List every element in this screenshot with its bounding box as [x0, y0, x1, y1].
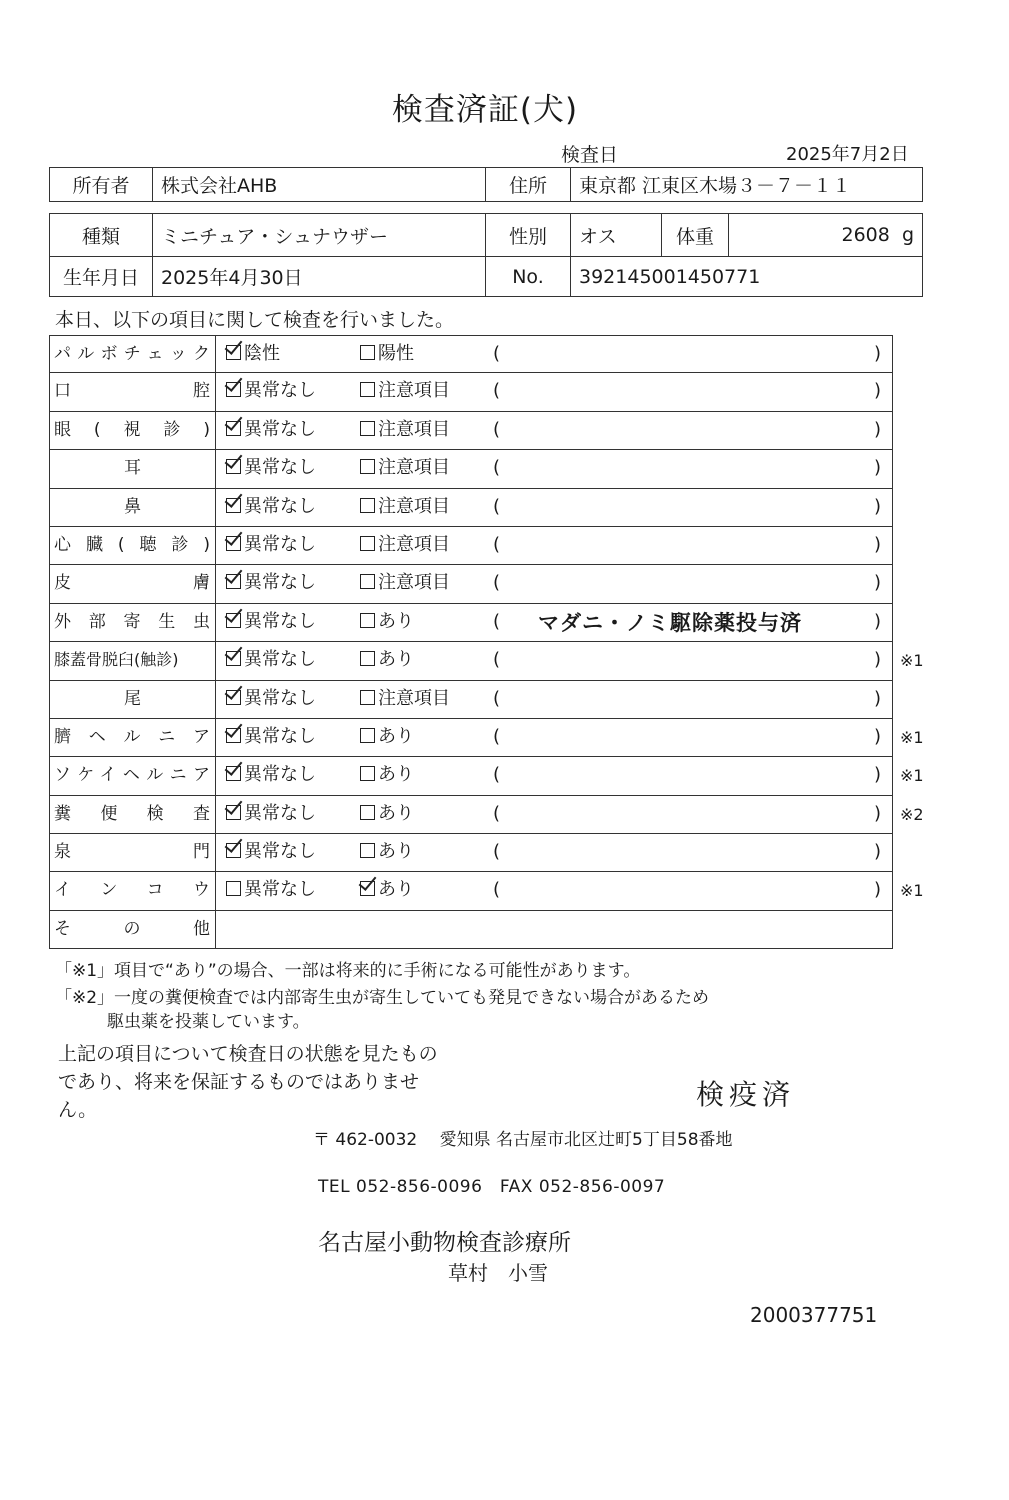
checkbox[interactable]: [360, 459, 375, 474]
check-label: 膝蓋骨脱臼(触診): [50, 642, 216, 679]
check-row: パルボチェック 陰性 陽性 ( ): [49, 335, 893, 373]
check-row: 臍ヘルニア 異常なし あり ( ) ※1: [49, 719, 893, 757]
checkbox[interactable]: [360, 536, 375, 551]
checkbox[interactable]: [226, 843, 241, 858]
check-row: 口腔 異常なし 注意項目 ( ): [49, 373, 893, 411]
no-label: No.: [486, 257, 571, 297]
checkbox[interactable]: [226, 690, 241, 705]
other-label: その他: [50, 911, 216, 948]
checkbox[interactable]: [226, 728, 241, 743]
intro-text: 本日、以下の項目に関して検査を行いました。: [55, 309, 455, 331]
disclaimer-text: 上記の項目について検査日の状態を見たものであり、将来を保証するものではありません。: [58, 1043, 438, 1121]
inspection-date-label: 検査日: [561, 144, 619, 166]
dob-label: 生年月日: [50, 257, 153, 297]
checkbox[interactable]: [226, 613, 241, 628]
check-row: インコウ 異常なし あり ( ) ※1: [49, 872, 893, 910]
inspection-date-value: 2025年7月2日: [786, 144, 909, 165]
checkbox[interactable]: [360, 728, 375, 743]
check-label: 尾: [50, 681, 216, 718]
owner-label: 所有者: [50, 168, 153, 202]
check-row: 鼻 異常なし 注意項目 ( ): [49, 489, 893, 527]
check-label: 臍ヘルニア: [50, 719, 216, 756]
footnote-2: 「※2」一度の糞便検査では内部寄生虫が寄生していても発見できない場合があるため: [55, 988, 710, 1008]
checkbox[interactable]: [360, 651, 375, 666]
check-label: 耳: [50, 450, 216, 487]
check-label: 口腔: [50, 373, 216, 410]
checkbox[interactable]: [360, 613, 375, 628]
address-value: 東京都 江東区木場３－７－１１: [571, 168, 923, 202]
footnote-mark: ※1: [900, 881, 924, 901]
checkbox[interactable]: [360, 805, 375, 820]
checkbox[interactable]: [226, 382, 241, 397]
footnote-mark: ※2: [900, 804, 924, 824]
checklist: [49, 335, 924, 949]
footnote-mark: ※1: [900, 766, 924, 786]
footnote-mark: ※1: [900, 727, 924, 747]
check-label: ソケイヘルニア: [50, 757, 216, 794]
address-label: 住所: [486, 168, 571, 202]
checkbox[interactable]: [226, 459, 241, 474]
check-row: 眼(視診) 異常なし 注意項目 ( ): [49, 412, 893, 450]
check-note: マダニ・ノミ駆除薬投与済: [538, 610, 802, 635]
checkbox[interactable]: [360, 382, 375, 397]
check-row: 膝蓋骨脱臼(触診) 異常なし あり ( ) ※1: [49, 642, 893, 680]
no-value: 392145001450771: [571, 257, 923, 297]
weight-label: 体重: [662, 214, 729, 257]
checkbox[interactable]: [360, 881, 375, 896]
checkbox[interactable]: [226, 881, 241, 896]
clinic-address: 〒 462-0032 愛知県 名古屋市北区辻町5丁目58番地: [313, 1130, 733, 1150]
breed-value: ミニチュア・シュナウザー: [153, 214, 486, 257]
check-label: パルボチェック: [50, 336, 216, 372]
check-label: 糞便検査: [50, 796, 216, 833]
footnote-1: 「※1」項目で“あり”の場合、一部は将来的に手術になる可能性があります。: [55, 961, 641, 981]
check-label: 心臓(聴診): [50, 527, 216, 564]
checkbox[interactable]: [360, 843, 375, 858]
check-label: 外部寄生虫: [50, 604, 216, 641]
checkbox[interactable]: [360, 498, 375, 513]
checkbox[interactable]: [226, 421, 241, 436]
weight-cell: [729, 214, 923, 257]
checkbox[interactable]: [226, 766, 241, 781]
footnote-2-cont: 駆虫薬を投薬しています。: [107, 1012, 310, 1032]
animal-table: [49, 213, 923, 297]
footnote-mark: ※1: [900, 651, 924, 671]
checkbox[interactable]: [360, 690, 375, 705]
inspected-stamp: 検疫済: [696, 1078, 796, 1111]
check-label: 泉門: [50, 834, 216, 871]
check-label: インコウ: [50, 872, 216, 909]
checkbox[interactable]: [360, 766, 375, 781]
checkbox[interactable]: [226, 498, 241, 513]
checkbox[interactable]: [226, 651, 241, 666]
check-row: 泉門 異常なし あり ( ): [49, 834, 893, 872]
sex-label: 性別: [486, 214, 571, 257]
weight-value: 2608: [841, 224, 890, 246]
check-label: 眼(視診): [50, 412, 216, 449]
check-label: 皮膚: [50, 565, 216, 602]
check-label: 鼻: [50, 489, 216, 526]
document-title: 検査済証(犬): [391, 92, 579, 128]
inspector-name: 草村 小雪: [448, 1261, 548, 1285]
checkbox[interactable]: [360, 421, 375, 436]
checkbox[interactable]: [226, 536, 241, 551]
breed-label: 種類: [50, 214, 153, 257]
check-row: 外部寄生虫 異常なし あり ( マダニ・ノミ駆除薬投与済 ): [49, 604, 893, 642]
checkbox[interactable]: [226, 345, 241, 360]
check-row: 耳 異常なし 注意項目 ( ): [49, 450, 893, 488]
clinic-name: 名古屋小動物検査診療所: [318, 1230, 571, 1256]
checkbox[interactable]: [226, 805, 241, 820]
checkbox[interactable]: [226, 574, 241, 589]
sex-value: オス: [571, 214, 662, 257]
check-row: 糞便検査 異常なし あり ( ) ※2: [49, 796, 893, 834]
serial-number: 2000377751: [750, 1303, 878, 1327]
clinic-phone: TEL 052-856-0096 FAX 052-856-0097: [318, 1177, 666, 1197]
owner-table: [49, 167, 923, 202]
weight-unit: g: [901, 224, 914, 246]
checkbox[interactable]: [360, 345, 375, 360]
checkbox[interactable]: [360, 574, 375, 589]
owner-value: 株式会社AHB: [153, 168, 486, 202]
check-row: 尾 異常なし 注意項目 ( ): [49, 681, 893, 719]
other-row: [49, 911, 893, 949]
dob-value: 2025年4月30日: [153, 257, 486, 297]
check-row: ソケイヘルニア 異常なし あり ( ) ※1: [49, 757, 893, 795]
check-row: 心臓(聴診) 異常なし 注意項目 ( ): [49, 527, 893, 565]
check-row: 皮膚 異常なし 注意項目 ( ): [49, 565, 893, 603]
